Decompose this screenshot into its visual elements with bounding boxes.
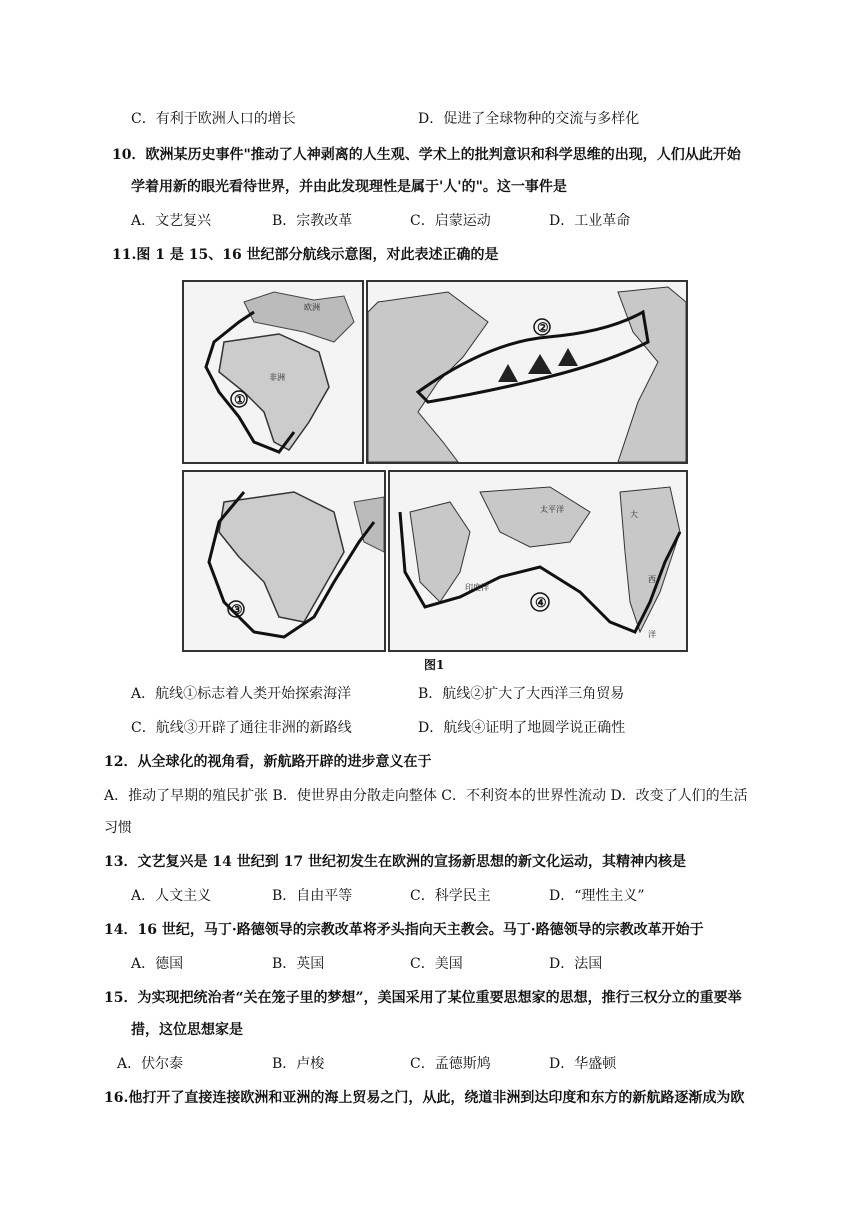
map-label-yang: 洋 [648, 630, 656, 639]
q13-option-a: A．人文主义 [131, 888, 212, 904]
route-map-figure [180, 278, 688, 676]
map-label-indian-ocean: 印度洋 [465, 583, 489, 592]
q15-option-b: B．卢梭 [272, 1056, 325, 1072]
q13-option-c: C．科学民主 [410, 888, 491, 904]
q10-option-a: A．文艺复兴 [131, 213, 212, 229]
map-panel-route-1 [182, 280, 364, 464]
q9-option-d: D．促进了全球物种的交流与多样化 [418, 111, 640, 127]
q12-options-line2: 习惯 [104, 820, 132, 836]
q10-option-c: C．启蒙运动 [410, 213, 491, 229]
q11-stem: 11.图 1 是 15、16 世纪部分航线示意图，对此表述正确的是 [112, 247, 499, 263]
map-label-africa: 非洲 [269, 373, 285, 382]
route-label-2: ② [537, 321, 549, 336]
q14-option-d: D．法国 [549, 956, 603, 972]
map-label-pacific: 太平洋 [540, 505, 564, 514]
map-panel-route-4 [388, 470, 688, 652]
map-label-europe: 欧洲 [304, 303, 320, 312]
q14-option-c: C．美国 [410, 956, 463, 972]
q10-stem-line2: 学着用新的眼光看待世界，并由此发现理性是属于'人'的"。这一事件是 [131, 179, 567, 195]
map-label-xi: 西 [648, 575, 656, 584]
q14-option-a: A．德国 [131, 956, 184, 972]
figure-caption: 图1 [424, 658, 445, 672]
q13-option-d: D．“理性主义” [549, 888, 645, 904]
map-panel-route-3 [182, 470, 386, 652]
q11-option-b: B．航线②扩大了大西洋三角贸易 [418, 686, 625, 702]
q10-option-b: B．宗教改革 [272, 213, 353, 229]
map-label-da: 大 [630, 510, 638, 519]
q15-option-a: A．伏尔泰 [117, 1056, 184, 1072]
q11-option-c: C．航线③开辟了通往非洲的新路线 [131, 720, 352, 736]
q10-option-d: D．工业革命 [549, 213, 631, 229]
map-panel-route-2 [366, 280, 688, 464]
q15-stem-line2: 措，这位思想家是 [131, 1022, 243, 1038]
q13-stem: 13．文艺复兴是 14 世纪到 17 世纪初发生在欧洲的宣扬新思想的新文化运动，其精神内核是 [104, 854, 686, 870]
q13-option-b: B．自由平等 [272, 888, 353, 904]
q10-stem-line1: 10．欧洲某历史事件"推动了人神剥离的人生观、学术上的批判意识和科学思维的出现，人们从此开始 [112, 147, 741, 163]
route-label-3: ③ [231, 603, 243, 618]
q12-stem: 12．从全球化的视角看，新航路开辟的进步意义在于 [104, 754, 432, 770]
route-label-1: ① [234, 393, 246, 408]
q12-options-line1: A．推动了早期的殖民扩张 B．使世界由分散走向整体 C．不利资本的世界性流动 D．改变了人们的生活 [104, 788, 748, 804]
q15-option-d: D．华盛顿 [549, 1056, 617, 1072]
q14-option-b: B．英国 [272, 956, 325, 972]
q15-option-c: C．孟德斯鸠 [410, 1056, 491, 1072]
q14-stem: 14．16 世纪，马丁·路德领导的宗教改革将矛头指向天主教会。马丁·路德领导的宗教改革开始于 [104, 922, 704, 938]
q9-option-c: C．有利于欧洲人口的增长 [131, 111, 296, 127]
q16-stem-line1: 16.他打开了直接连接欧洲和亚洲的海上贸易之门，从此，绕道非洲到达印度和东方的新航路逐渐成为欧 [104, 1090, 745, 1106]
q11-option-d: D．航线④证明了地圆学说正确性 [418, 720, 626, 736]
route-label-4: ④ [535, 596, 547, 611]
q11-option-a: A．航线①标志着人类开始探索海洋 [131, 686, 352, 702]
q15-stem-line1: 15．为实现把统治者“关在笼子里的梦想”，美国采用了某位重要思想家的思想，推行三权分立的重要举 [104, 990, 742, 1006]
